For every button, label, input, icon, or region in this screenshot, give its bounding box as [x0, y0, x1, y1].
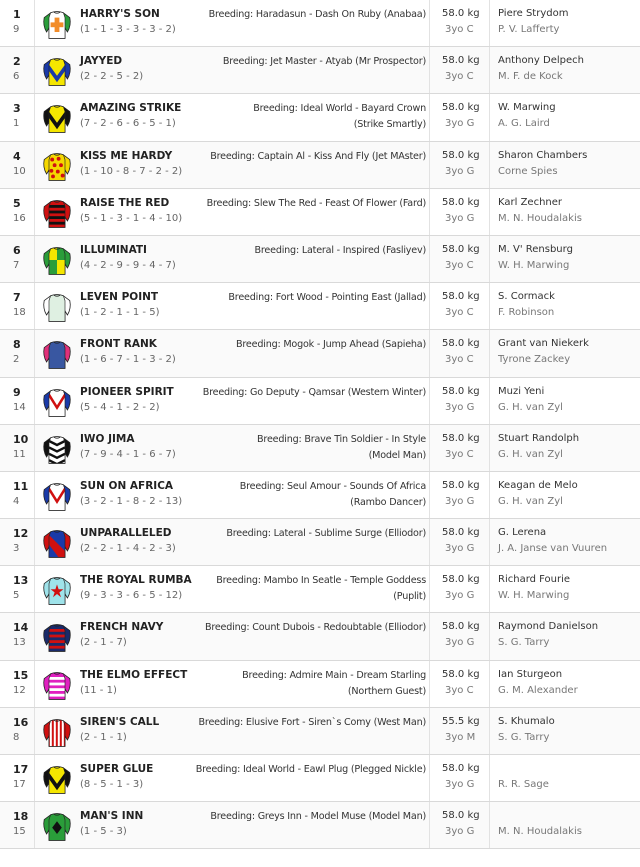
finish-position: 10: [13, 432, 29, 446]
age-sex: 3yo C: [445, 448, 474, 460]
recent-form: (7 - 2 - 6 - 6 - 5 - 1): [80, 118, 176, 130]
weight: 58.0 kg: [442, 385, 480, 397]
weight-cell: [429, 802, 490, 848]
breeding-line: Breeding: Fort Wood - Pointing East (Jallad): [228, 292, 426, 304]
breeding-line: Breeding: Jet Master - Atyab (Mr Prospector): [222, 56, 426, 68]
horse-name[interactable]: FRENCH NAVY: [80, 621, 164, 634]
horse-name[interactable]: THE ELMO EFFECT: [80, 668, 188, 681]
finish-position: 1: [13, 8, 21, 21]
weight: 58.0 kg: [442, 668, 480, 680]
age-sex: 3yo G: [445, 543, 475, 555]
finish-position: 18: [13, 810, 29, 824]
age-sex: 3yo C: [445, 684, 474, 696]
jockey-silks-icon: [41, 54, 73, 88]
jockey-name[interactable]: Karl Zechner: [498, 196, 563, 208]
draw-number: 17: [13, 779, 26, 790]
number-cell: [0, 283, 35, 329]
jockey-name[interactable]: Piere Strydom: [498, 8, 569, 19]
number-cell: [0, 330, 35, 376]
number-cell: [0, 94, 35, 140]
age-sex: 3yo C: [445, 354, 474, 366]
draw-number: 10: [13, 165, 26, 177]
recent-form: (2 - 2 - 5 - 2): [80, 71, 144, 83]
jockey-silks-icon: [41, 432, 73, 466]
horse-name[interactable]: SUPER GLUE: [80, 763, 154, 775]
breeding-line: Breeding: Ideal World - Eawl Plug (Plegged Nickle): [195, 764, 426, 775]
breeding-line: (Model Man): [368, 449, 426, 461]
finish-position: 11: [13, 479, 29, 493]
trainer-name[interactable]: S. G. Tarry: [498, 637, 550, 649]
finish-position: 15: [13, 668, 29, 682]
jockey-silks-icon: [41, 149, 73, 183]
jockey-silks-icon: [41, 479, 73, 513]
jockey-name[interactable]: Stuart Randolph: [498, 432, 580, 444]
number-cell: [0, 236, 35, 282]
recent-form: (9 - 3 - 3 - 6 - 5 - 12): [80, 590, 183, 602]
breeding-line: Breeding: Lateral - Sublime Surge (Elliodor): [226, 528, 426, 540]
runner-row[interactable]: [0, 472, 640, 519]
weight: 58.0 kg: [442, 291, 480, 303]
breeding-info: [150, 668, 426, 700]
recent-form: (8 - 5 - 1 - 3): [80, 779, 144, 790]
weight: 58.0 kg: [442, 763, 480, 774]
runner-row[interactable]: [0, 519, 640, 566]
weight-cell: [429, 189, 490, 235]
weight-cell: [429, 472, 490, 518]
number-cell: [0, 47, 35, 93]
trainer-name[interactable]: R. R. Sage: [498, 779, 549, 790]
trainer-name[interactable]: G. H. van Zyl: [498, 401, 563, 413]
jockey-name[interactable]: M. V' Rensburg: [498, 243, 573, 255]
horse-name[interactable]: HARRY'S SON: [80, 8, 160, 20]
breeding-info: [150, 809, 426, 825]
weight-cell: [429, 755, 490, 801]
runner-row[interactable]: [0, 283, 640, 330]
trainer-name[interactable]: W. H. Marwing: [498, 590, 570, 602]
horse-name[interactable]: UNPARALLELED: [80, 527, 172, 540]
number-cell: [0, 613, 35, 659]
draw-number: 5: [13, 590, 20, 602]
draw-number: 9: [13, 24, 20, 35]
trainer-name[interactable]: Corne Spies: [498, 165, 558, 177]
trainer-name[interactable]: J. A. Janse van Vuuren: [498, 543, 608, 555]
finish-position: 9: [13, 385, 21, 399]
finish-position: 3: [13, 102, 21, 116]
weight: 58.0 kg: [442, 432, 480, 444]
weight-cell: [429, 330, 490, 376]
weight: 58.0 kg: [442, 479, 480, 491]
weight-cell: [429, 566, 490, 612]
jockey-name[interactable]: Richard Fourie: [498, 574, 571, 586]
jockey-silks-icon: [41, 526, 73, 560]
finish-position: 7: [13, 291, 21, 305]
trainer-name[interactable]: W. H. Marwing: [498, 259, 570, 271]
finish-position: 14: [13, 621, 29, 635]
breeding-info: [150, 479, 426, 511]
horse-name[interactable]: MAN'S INN: [80, 810, 144, 823]
jockey-name[interactable]: Muzi Yeni: [498, 385, 545, 397]
age-sex: 3yo G: [445, 590, 475, 602]
number-cell: [0, 566, 35, 612]
horse-name[interactable]: ILLUMINATI: [80, 243, 147, 256]
breeding-line: Breeding: Haradasun - Dash On Ruby (Anabaa): [208, 9, 426, 20]
runner-row[interactable]: [0, 613, 640, 660]
age-sex: 3yo M: [445, 731, 476, 743]
number-cell: [0, 802, 35, 848]
age-sex: 3yo G: [445, 495, 475, 507]
draw-number: 15: [13, 826, 26, 838]
weight-cell: [429, 283, 490, 329]
jockey-name[interactable]: Anthony Delpech: [498, 55, 584, 67]
draw-number: 3: [13, 543, 20, 555]
draw-number: 7: [13, 259, 20, 271]
recent-form: (1 - 5 - 3): [80, 826, 127, 838]
draw-number: 1: [13, 118, 20, 130]
jockey-silks-icon: [41, 7, 73, 41]
runner-row[interactable]: [0, 708, 640, 755]
breeding-line: Breeding: Elusive Fort - Siren`s Comy (West Man): [198, 716, 426, 728]
number-cell: [0, 661, 35, 707]
draw-number: 6: [13, 71, 20, 83]
jockey-name[interactable]: W. Marwing: [498, 102, 556, 114]
breeding-info: [150, 290, 426, 306]
breeding-info: [150, 385, 426, 401]
trainer-name[interactable]: P. V. Lafferty: [498, 24, 560, 35]
recent-form: (1 - 2 - 1 - 1 - 5): [80, 307, 160, 319]
breeding-line: Breeding: Seul Amour - Sounds Of Africa: [239, 480, 426, 492]
breeding-line: Breeding: Lateral - Inspired (Fasliyev): [254, 244, 426, 256]
breeding-info: [150, 243, 426, 259]
breeding-line: Breeding: Brave Tin Soldier - In Style: [257, 433, 426, 445]
weight-cell: [429, 661, 490, 707]
age-sex: 3yo G: [445, 212, 475, 224]
number-cell: [0, 519, 35, 565]
horse-name[interactable]: RAISE THE RED: [80, 196, 170, 209]
age-sex: 3yo C: [445, 71, 474, 83]
age-sex: 3yo G: [445, 401, 475, 413]
finish-position: 16: [13, 715, 29, 729]
finish-position: 13: [13, 574, 29, 588]
draw-number: 18: [13, 307, 26, 319]
weight-cell: [429, 0, 490, 46]
breeding-info: [150, 620, 426, 636]
recent-form: (2 - 1 - 1): [80, 731, 127, 743]
trainer-name[interactable]: G. H. van Zyl: [498, 495, 563, 507]
number-cell: [0, 425, 35, 471]
weight-cell: [429, 378, 490, 424]
draw-number: 13: [13, 637, 26, 649]
runner-row[interactable]: [0, 189, 640, 236]
weight: 58.0 kg: [442, 149, 480, 161]
number-cell: [0, 142, 35, 188]
draw-number: 4: [13, 495, 20, 507]
breeding-line: Breeding: Greys Inn - Model Muse (Model Man): [210, 811, 426, 823]
breeding-line: Breeding: Mogok - Jump Ahead (Sapieha): [236, 339, 426, 351]
runner-row[interactable]: [0, 142, 640, 189]
number-cell: [0, 0, 35, 46]
weight-cell: [429, 236, 490, 282]
breeding-info: [150, 196, 426, 212]
draw-number: 14: [13, 401, 26, 413]
runner-row[interactable]: [0, 661, 640, 708]
horse-name[interactable]: THE ROYAL RUMBA: [80, 574, 192, 587]
recent-form: (3 - 2 - 1 - 8 - 2 - 13): [80, 495, 183, 507]
jockey-silks-icon: [41, 290, 73, 324]
weight: 58.0 kg: [442, 55, 480, 67]
jockey-name[interactable]: Grant van Niekerk: [498, 338, 589, 350]
breeding-line: Breeding: Slew The Red - Feast Of Flower (Fard): [206, 197, 426, 209]
breeding-info: [150, 101, 426, 133]
weight-cell: [429, 425, 490, 471]
age-sex: 3yo G: [445, 637, 475, 649]
finish-position: 5: [13, 196, 21, 210]
trainer-name[interactable]: S. G. Tarry: [498, 731, 550, 743]
breeding-line: Breeding: Admire Main - Dream Starling: [242, 669, 426, 681]
weight: 58.0 kg: [442, 338, 480, 350]
breeding-line: Breeding: Go Deputy - Qamsar (Western Winter): [202, 386, 426, 398]
draw-number: 16: [13, 212, 26, 224]
weight-cell: [429, 94, 490, 140]
jockey-silks-icon: [41, 385, 73, 419]
finish-position: 6: [13, 243, 21, 257]
runner-row[interactable]: [0, 566, 640, 613]
runner-row[interactable]: [0, 755, 640, 802]
jockey-silks-icon: [41, 196, 73, 230]
trainer-name[interactable]: G. H. van Zyl: [498, 448, 563, 460]
jockey-name[interactable]: Keagan de Melo: [498, 479, 578, 491]
horse-name[interactable]: LEVEN POINT: [80, 291, 159, 304]
number-cell: [0, 378, 35, 424]
jockey-silks-icon: [41, 573, 73, 607]
horse-name[interactable]: FRONT RANK: [80, 338, 157, 351]
trainer-name[interactable]: F. Robinson: [498, 307, 555, 319]
weight-cell: [429, 613, 490, 659]
breeding-line: Breeding: Captain Al - Kiss And Fly (Jet MAster): [210, 150, 426, 162]
horse-name[interactable]: KISS ME HARDY: [80, 149, 173, 162]
breeding-line: Breeding: Ideal World - Bayard Crown: [253, 103, 426, 115]
runner-row[interactable]: [0, 236, 640, 283]
finish-position: 8: [13, 338, 21, 352]
age-sex: 3yo C: [445, 24, 474, 35]
weight-cell: [429, 708, 490, 754]
breeding-info: [150, 526, 426, 542]
jockey-name[interactable]: Sharon Chambers: [498, 149, 588, 161]
trainer-name[interactable]: M. F. de Kock: [498, 71, 563, 83]
runner-row[interactable]: [0, 802, 640, 849]
number-cell: [0, 189, 35, 235]
recent-form: (5 - 1 - 3 - 1 - 4 - 10): [80, 212, 183, 224]
runner-row[interactable]: [0, 425, 640, 472]
breeding-info: [150, 573, 426, 605]
breeding-info: [150, 432, 426, 464]
trainer-name[interactable]: M. N. Houdalakis: [498, 212, 582, 224]
jockey-silks-icon: [41, 243, 73, 277]
breeding-line: Breeding: Count Dubois - Redoubtable (Elliodor): [204, 622, 426, 634]
horse-name[interactable]: SUN ON AFRICA: [80, 479, 174, 492]
jockey-silks-icon: [41, 668, 73, 702]
trainer-name[interactable]: G. M. Alexander: [498, 684, 578, 696]
breeding-line: (Puplit): [393, 591, 426, 603]
breeding-line: Breeding: Mambo In Seatle - Temple Goddess: [216, 575, 426, 587]
breeding-line: (Northern Guest): [347, 685, 426, 697]
runner-row[interactable]: [0, 47, 640, 94]
breeding-info: [150, 149, 426, 165]
horse-name[interactable]: JAYYED: [80, 55, 123, 68]
weight-cell: [429, 142, 490, 188]
horse-name[interactable]: SIREN'S CALL: [80, 715, 160, 728]
jockey-silks-icon: [41, 809, 73, 843]
jockey-name[interactable]: G. Lerena: [498, 527, 547, 539]
weight: 58.0 kg: [442, 243, 480, 255]
breeding-info: [150, 762, 426, 778]
trainer-name[interactable]: Tyrone Zackey: [498, 354, 571, 366]
runner-row[interactable]: [0, 330, 640, 377]
breeding-info: [150, 54, 426, 70]
jockey-silks-icon: [41, 620, 73, 654]
jockey-silks-icon: [41, 715, 73, 749]
age-sex: 3yo G: [445, 779, 475, 790]
weight: 55.5 kg: [442, 715, 480, 727]
weight: 58.0 kg: [442, 196, 480, 208]
weight: 58.0 kg: [442, 574, 480, 586]
draw-number: 2: [13, 354, 20, 366]
trainer-name[interactable]: M. N. Houdalakis: [498, 826, 582, 838]
weight: 58.0 kg: [442, 810, 480, 822]
recent-form: (2 - 1 - 7): [80, 637, 127, 649]
age-sex: 3yo G: [445, 826, 475, 838]
age-sex: 3yo C: [445, 307, 474, 319]
finish-position: 4: [13, 149, 21, 163]
recent-form: (11 - 1): [80, 684, 117, 696]
finish-position: 12: [13, 527, 29, 541]
finish-position: 2: [13, 55, 21, 69]
runner-row[interactable]: [0, 0, 640, 47]
breeding-info: [150, 715, 426, 731]
weight-cell: [429, 47, 490, 93]
breeding-info: [150, 7, 426, 23]
age-sex: 3yo G: [445, 165, 475, 177]
number-cell: [0, 755, 35, 801]
jockey-silks-icon: [41, 337, 73, 371]
recent-form: (7 - 9 - 4 - 1 - 6 - 7): [80, 448, 176, 460]
age-sex: 3yo C: [445, 259, 474, 271]
horse-name[interactable]: AMAZING STRIKE: [80, 102, 182, 115]
jockey-name[interactable]: Ian Sturgeon: [498, 668, 563, 680]
recent-form: (5 - 4 - 1 - 2 - 2): [80, 401, 160, 413]
weight: 58.0 kg: [442, 102, 480, 114]
draw-number: 8: [13, 731, 20, 743]
jockey-name[interactable]: S. Cormack: [498, 291, 555, 303]
recent-form: (4 - 2 - 9 - 9 - 4 - 7): [80, 259, 176, 271]
recent-form: (1 - 1 - 3 - 3 - 3 - 2): [80, 24, 176, 35]
weight: 58.0 kg: [442, 527, 480, 539]
age-sex: 3yo G: [445, 118, 475, 130]
runner-row[interactable]: [0, 94, 640, 141]
runner-row[interactable]: [0, 378, 640, 425]
weight-cell: [429, 519, 490, 565]
draw-number: 11: [13, 448, 26, 460]
number-cell: [0, 472, 35, 518]
draw-number: 12: [13, 684, 26, 696]
breeding-line: (Rambo Dancer): [350, 496, 426, 508]
jockey-name[interactable]: Raymond Danielson: [498, 621, 599, 633]
recent-form: (1 - 6 - 7 - 1 - 3 - 2): [80, 354, 176, 366]
trainer-name[interactable]: A. G. Laird: [498, 118, 550, 130]
recent-form: (2 - 2 - 1 - 4 - 2 - 3): [80, 543, 176, 555]
jockey-silks-icon: [41, 762, 73, 796]
weight: 58.0 kg: [442, 621, 480, 633]
weight: 58.0 kg: [442, 8, 480, 19]
jockey-silks-icon: [41, 101, 73, 135]
jockey-name[interactable]: S. Khumalo: [498, 715, 555, 727]
horse-name[interactable]: IWO JIMA: [80, 432, 135, 445]
horse-name[interactable]: PIONEER SPIRIT: [80, 385, 174, 398]
recent-form: (1 - 10 - 8 - 7 - 2 - 2): [80, 165, 183, 177]
finish-position: 17: [13, 763, 29, 776]
breeding-line: (Strike Smartly): [353, 119, 426, 131]
breeding-info: [150, 337, 426, 353]
number-cell: [0, 708, 35, 754]
